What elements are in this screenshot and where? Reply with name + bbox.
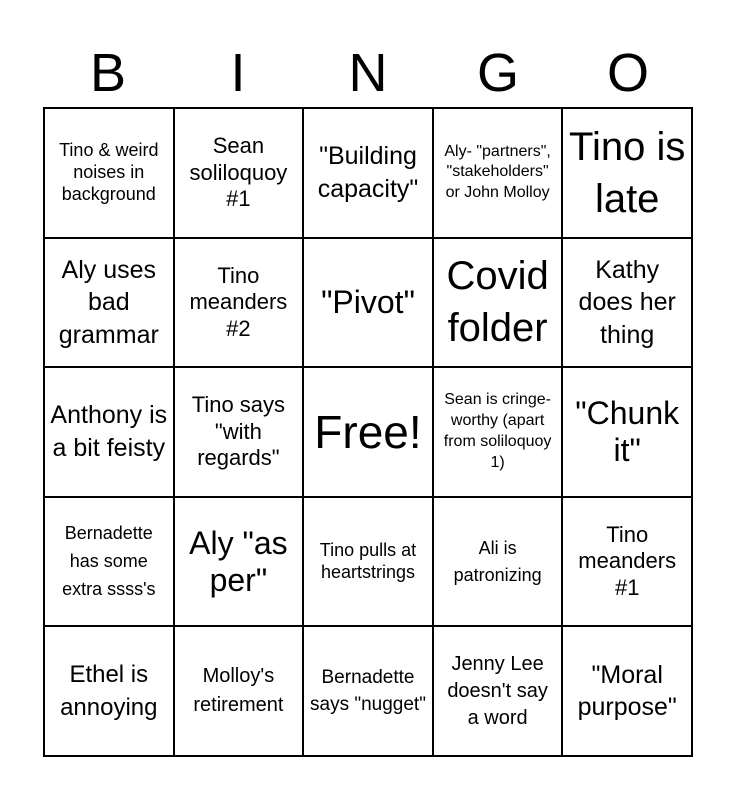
bingo-cell[interactable] xyxy=(45,627,175,757)
bingo-cell[interactable] xyxy=(175,109,305,239)
bingo-cell[interactable] xyxy=(45,368,175,498)
bingo-cell[interactable] xyxy=(175,239,305,369)
bingo-grid xyxy=(43,107,693,757)
bingo-cell[interactable] xyxy=(434,239,564,369)
bingo-cell[interactable] xyxy=(304,498,434,628)
cell-text: "Building capacity" xyxy=(317,142,419,203)
cell-text: Ali is patronizing xyxy=(453,537,542,585)
cell-text: Bernadette says "nugget" xyxy=(310,666,426,716)
cell-text: Aly- "partners", "stakeholders" or John Molloy xyxy=(444,142,551,202)
bingo-cell[interactable] xyxy=(304,239,434,369)
header-letter-i: I xyxy=(230,43,246,103)
cell-text: Sean soliloquoy #1 xyxy=(189,133,288,211)
cell-text: Aly "as per" xyxy=(189,524,288,598)
cell-text: Tino meanders #2 xyxy=(189,262,288,341)
bingo-cell[interactable] xyxy=(45,109,175,239)
cell-text: Covid folder xyxy=(446,254,549,351)
bingo-cell[interactable] xyxy=(563,368,693,498)
bingo-cell[interactable] xyxy=(434,109,564,239)
header-letter-n: N xyxy=(348,43,388,103)
cell-text: Tino pulls at heartstrings xyxy=(319,540,417,582)
cell-text: Tino is late xyxy=(569,124,686,221)
cell-text: Kathy does her thing xyxy=(578,255,676,349)
header-letter-o: O xyxy=(606,43,649,103)
bingo-cell[interactable] xyxy=(45,239,175,369)
bingo-cell[interactable] xyxy=(434,627,564,757)
cell-text: Tino says "with regards" xyxy=(191,392,286,471)
cell-text: "Moral purpose" xyxy=(577,660,677,722)
bingo-cell[interactable] xyxy=(175,368,305,498)
bingo-cell[interactable] xyxy=(563,627,693,757)
cell-text: Tino meanders #1 xyxy=(578,522,677,600)
cell-text: "Chunk it" xyxy=(575,395,680,468)
bingo-cell[interactable] xyxy=(434,498,564,628)
bingo-cell[interactable] xyxy=(175,498,305,628)
cell-text: Anthony is a bit feisty xyxy=(50,401,168,462)
cell-text: Sean is cringe-worthy (apart from soliloquoy 1) xyxy=(443,391,552,471)
cell-text: Jenny Lee doesn't say a word xyxy=(447,652,548,729)
header-letter-g: G xyxy=(476,43,519,103)
cell-text: "Pivot" xyxy=(321,283,415,320)
bingo-cell[interactable] xyxy=(304,627,434,757)
bingo-cell[interactable] xyxy=(563,109,693,239)
cell-text: Bernadette has some extra ssss's xyxy=(62,522,156,599)
bingo-cell[interactable] xyxy=(563,239,693,369)
bingo-cell[interactable] xyxy=(175,627,305,757)
bingo-header xyxy=(43,40,693,106)
bingo-cell[interactable] xyxy=(304,368,434,498)
cell-text: Ethel is annoying xyxy=(60,660,158,722)
cell-text: Aly uses bad grammar xyxy=(58,255,159,349)
cell-text: Free! xyxy=(314,405,422,458)
bingo-cell[interactable] xyxy=(563,498,693,628)
bingo-cell[interactable] xyxy=(45,498,175,628)
bingo-cell[interactable] xyxy=(434,368,564,498)
bingo-cell[interactable] xyxy=(304,109,434,239)
cell-text: Molloy's retirement xyxy=(193,665,284,717)
cell-text: Tino & weird noises in background xyxy=(59,140,159,204)
header-letter-b: B xyxy=(89,43,127,103)
